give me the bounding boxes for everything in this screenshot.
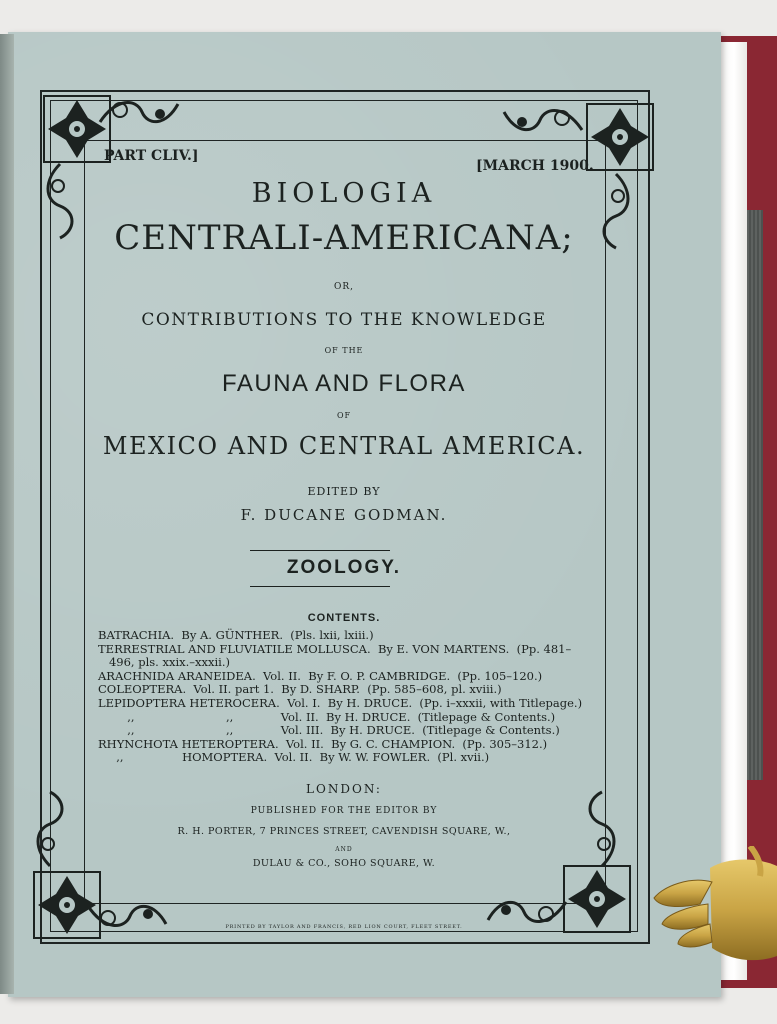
imprint-publisher-1: R. H. PORTER, 7 PRINCES STREET, CAVENDISH SQUARE, W.,: [177, 826, 511, 837]
flourish-icon: [30, 790, 70, 870]
printer-line: PRINTED BY TAYLOR AND FRANCIS, RED LION COURT, FLEET STREET.: [225, 924, 463, 930]
contents-heading: CONTENTS.: [307, 612, 381, 624]
contents-item: 496, pls. xxix.–xxxii.): [98, 655, 230, 670]
contents-item: ,, ,, Vol. II. By H. DRUCE. (Titlepage & Contents.): [98, 709, 556, 724]
subtitle-fauna-flora: FAUNA AND FLORA: [222, 370, 466, 397]
imprint-city: LONDON:: [306, 782, 382, 796]
flourish-icon: [96, 96, 182, 130]
contents-item: LEPIDOPTERA HETEROCERA. Vol. I. By H. DRUCE. (Pp. i–xxxii, with Titlepage.): [98, 695, 583, 710]
imprint-published-for: PUBLISHED FOR THE EDITOR BY: [250, 806, 438, 816]
title-line-2: CENTRALI-AMERICANA;: [114, 218, 574, 258]
corner-ornament-icon: [583, 100, 657, 174]
contents-item: TERRESTRIAL AND FLUVIATILE MOLLUSCA. By E. VON MARTENS. (Pp. 481–: [98, 641, 572, 656]
gold-hand-stand-icon: [650, 846, 777, 966]
issue-date: [MARCH 1900.: [476, 158, 594, 174]
contents-item: ,, ,, Vol. III. By H. DRUCE. (Titlepage & Contents.): [98, 723, 560, 738]
spine-cloth: [745, 210, 763, 780]
connector-of-the: OF THE: [324, 346, 364, 355]
part-number: PART CLIV.]: [104, 148, 199, 164]
subtitle-region: MEXICO AND CENTRAL AMERICA.: [102, 432, 586, 460]
editor-name: F. DUCANE GODMAN.: [240, 506, 448, 524]
imprint-publisher-2: DULAU & CO., SOHO SQUARE, W.: [252, 858, 436, 869]
divider-top: [250, 550, 390, 551]
divider-bottom: [250, 586, 390, 587]
contents-item: BATRACHIA. By A. GÜNTHER. (Pls. lxii, lxiii.): [98, 628, 374, 642]
left-edge-shadow: [0, 34, 14, 994]
connector-of: OF: [336, 411, 352, 420]
subtitle-contributions: CONTRIBUTIONS TO THE KNOWLEDGE: [141, 310, 547, 330]
section-title: ZOOLOGY.: [286, 557, 402, 578]
imprint-and: AND: [335, 846, 353, 853]
contents-item: COLEOPTERA. Vol. II. part 1. By D. SHARP. (Pp. 585–608, pl. xviii.): [98, 682, 502, 697]
contents-list: [98, 628, 583, 765]
contents-item: ARACHNIDA ARANEIDEA. Vol. II. By F. O. P. CAMBRIDGE. (Pp. 105–120.): [98, 668, 543, 683]
flourish-icon: [40, 160, 80, 240]
contents-item: ,, HOMOPTERA. Vol. II. By W. W. FOWLER. (Pl. xvii.): [98, 750, 490, 765]
contents-item: RHYNCHOTA HETEROPTERA. Vol. II. By G. C. CHAMPION. (Pp. 305–312.): [98, 736, 548, 751]
title-line-1: BIOLOGIA: [251, 178, 437, 209]
edited-by-label: EDITED BY: [307, 485, 381, 498]
flourish-icon: [500, 104, 586, 138]
flourish-icon: [484, 894, 570, 928]
conjunction-or: OR,: [333, 282, 354, 292]
